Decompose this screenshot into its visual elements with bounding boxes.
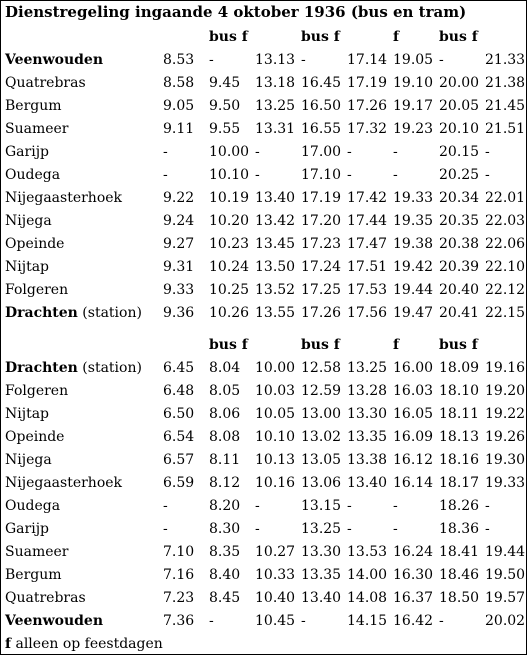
departure-time: 9.27	[163, 235, 195, 252]
departure-time: 13.13	[255, 51, 296, 68]
departure-time: 17.10	[301, 166, 342, 183]
table-row	[1, 117, 525, 140]
station-name	[1, 586, 159, 609]
table-row	[1, 494, 525, 517]
column-header: f	[393, 336, 400, 353]
departure-time: 14.00	[347, 566, 388, 583]
departure-time: 12.58	[301, 359, 342, 376]
column-header	[481, 25, 525, 48]
departure-time: 10.19	[209, 189, 250, 206]
departure-time: 16.05	[393, 405, 434, 422]
column-header	[343, 25, 389, 48]
departure-time: 19.16	[485, 359, 526, 376]
departure-time: 19.57	[485, 589, 526, 606]
departure-time: 9.22	[163, 189, 195, 206]
departure-time: 8.20	[209, 497, 241, 514]
table-row	[1, 517, 525, 540]
departure-time: -	[485, 520, 490, 537]
station-name	[1, 356, 159, 379]
departure-time: 16.24	[393, 543, 434, 560]
departure-time: 10.00	[255, 359, 296, 376]
station-name	[1, 117, 159, 140]
departure-time: 13.25	[255, 97, 296, 114]
departure-time: -	[163, 520, 168, 537]
departure-time: 18.11	[439, 405, 480, 422]
departure-time: 17.44	[347, 212, 388, 229]
station-suffix: (station)	[77, 359, 142, 376]
column-header	[481, 333, 525, 356]
table-row	[1, 232, 525, 255]
table-row	[1, 48, 525, 71]
departure-time: 20.41	[439, 304, 480, 321]
departure-time: 13.40	[347, 474, 388, 491]
departure-time: 21.45	[485, 97, 526, 114]
departure-time: 19.20	[485, 382, 526, 399]
departure-time: 16.14	[393, 474, 434, 491]
station-label: Opeinde	[5, 428, 65, 445]
station-label: Nijegaasterhoek	[5, 474, 123, 491]
timetable-section-return	[1, 333, 525, 632]
station-label: Opeinde	[5, 235, 65, 252]
departure-time: 6.54	[163, 428, 195, 445]
departure-time: 13.53	[347, 543, 388, 560]
departure-time: 20.15	[439, 143, 480, 160]
departure-time: 19.33	[393, 189, 434, 206]
station-name	[1, 563, 159, 586]
station-label: Quatrebras	[5, 74, 86, 91]
departure-time: 13.42	[255, 212, 296, 229]
station-label: Nijega	[5, 451, 52, 468]
departure-time: 19.35	[393, 212, 434, 229]
departure-time: 22.10	[485, 258, 526, 275]
departure-time: 13.35	[301, 566, 342, 583]
departure-time: 14.08	[347, 589, 388, 606]
station-name	[1, 48, 159, 71]
departure-time: 22.03	[485, 212, 526, 229]
column-header: bus f	[301, 28, 340, 45]
station-name	[1, 163, 159, 186]
departure-time: 22.12	[485, 281, 526, 298]
station-label: Quatrebras	[5, 589, 86, 606]
station-label: Veenwouden	[5, 51, 104, 68]
station-label: Nijtap	[5, 405, 50, 422]
station-name	[1, 301, 159, 324]
departure-time: 16.42	[393, 612, 434, 629]
departure-time: 8.30	[209, 520, 241, 537]
station-label: Nijegaasterhoek	[5, 189, 123, 206]
station-name	[1, 471, 159, 494]
departure-time: 10.10	[255, 428, 296, 445]
station-label: Nijega	[5, 212, 52, 229]
departure-time: 19.05	[393, 51, 434, 68]
table-row	[1, 540, 525, 563]
departure-time: 18.10	[439, 382, 480, 399]
departure-time: 8.08	[209, 428, 241, 445]
departure-time: -	[439, 612, 444, 629]
departure-time: 19.42	[393, 258, 434, 275]
departure-time: 20.35	[439, 212, 480, 229]
table-row	[1, 609, 525, 632]
departure-time: 7.16	[163, 566, 195, 583]
departure-time: 13.31	[255, 120, 296, 137]
departure-time: -	[485, 143, 490, 160]
departure-time: 9.11	[163, 120, 195, 137]
column-header: bus f	[439, 336, 478, 353]
column-header: bus f	[209, 336, 248, 353]
departure-time: 9.45	[209, 74, 241, 91]
departure-time: 21.51	[485, 120, 526, 137]
table-row	[1, 301, 525, 324]
station-name	[1, 209, 159, 232]
departure-time: 18.13	[439, 428, 480, 445]
station-label: Bergum	[5, 97, 62, 114]
column-header	[159, 25, 205, 48]
station-name	[1, 71, 159, 94]
departure-time: 18.50	[439, 589, 480, 606]
departure-time: 17.26	[301, 304, 342, 321]
departure-time: -	[393, 497, 398, 514]
station-suffix: (station)	[77, 304, 142, 321]
station-name	[1, 448, 159, 471]
departure-time: 8.12	[209, 474, 241, 491]
departure-time: 13.40	[255, 189, 296, 206]
departure-time: 19.30	[485, 451, 526, 468]
station-name	[1, 540, 159, 563]
departure-time: 20.34	[439, 189, 480, 206]
departure-time: 7.23	[163, 589, 195, 606]
departure-time: 19.33	[485, 474, 526, 491]
departure-time: 13.38	[347, 451, 388, 468]
departure-time: 10.33	[255, 566, 296, 583]
departure-time: 16.00	[393, 359, 434, 376]
departure-time: -	[393, 520, 398, 537]
departure-time: 13.25	[347, 359, 388, 376]
departure-time: 17.25	[301, 281, 342, 298]
table-row	[1, 563, 525, 586]
departure-time: 14.15	[347, 612, 388, 629]
departure-time: 8.40	[209, 566, 241, 583]
departure-time: 7.36	[163, 612, 195, 629]
station-label: Bergum	[5, 566, 62, 583]
departure-time: 13.00	[301, 405, 342, 422]
departure-time: 22.06	[485, 235, 526, 252]
departure-time: 20.25	[439, 166, 480, 183]
departure-time: 18.09	[439, 359, 480, 376]
departure-time: 13.05	[301, 451, 342, 468]
departure-time: 20.39	[439, 258, 480, 275]
departure-time: 17.19	[347, 74, 388, 91]
departure-time: 8.05	[209, 382, 241, 399]
column-header: bus f	[301, 336, 340, 353]
station-name	[1, 517, 159, 540]
departure-time: -	[485, 497, 490, 514]
departure-time: 10.40	[255, 589, 296, 606]
departure-time: 18.17	[439, 474, 480, 491]
departure-time: 10.05	[255, 405, 296, 422]
departure-time: 19.47	[393, 304, 434, 321]
table-row	[1, 402, 525, 425]
departure-time: 20.40	[439, 281, 480, 298]
departure-time: 18.41	[439, 543, 480, 560]
departure-time: -	[393, 166, 398, 183]
table-row	[1, 163, 525, 186]
departure-time: 13.25	[301, 520, 342, 537]
departure-time: 13.18	[255, 74, 296, 91]
column-header	[1, 333, 159, 356]
table-row	[1, 140, 525, 163]
departure-time: 6.50	[163, 405, 195, 422]
footnote-text: alleen op feestdagen	[11, 636, 163, 652]
departure-time: 13.02	[301, 428, 342, 445]
departure-time: 13.30	[301, 543, 342, 560]
departure-time: -	[347, 497, 352, 514]
departure-time: 16.55	[301, 120, 342, 137]
station-label: Oudega	[5, 166, 61, 183]
departure-time: 8.04	[209, 359, 241, 376]
departure-time: 17.00	[301, 143, 342, 160]
departure-time: 17.19	[301, 189, 342, 206]
departure-time: 17.20	[301, 212, 342, 229]
departure-time: 10.20	[209, 212, 250, 229]
departure-time: 20.38	[439, 235, 480, 252]
departure-time: -	[255, 166, 260, 183]
departure-time: 13.06	[301, 474, 342, 491]
departure-time: 18.26	[439, 497, 480, 514]
departure-time: 18.36	[439, 520, 480, 537]
station-label: Nijtap	[5, 258, 50, 275]
station-label: Drachten	[5, 304, 78, 321]
table-row	[1, 586, 525, 609]
departure-time: 19.44	[393, 281, 434, 298]
table-row	[1, 94, 525, 117]
station-label: Oudega	[5, 497, 61, 514]
departure-time: 19.44	[485, 543, 526, 560]
departure-time: 19.17	[393, 97, 434, 114]
departure-time: 21.33	[485, 51, 526, 68]
departure-time: 10.24	[209, 258, 250, 275]
departure-time: 22.01	[485, 189, 526, 206]
departure-time: 9.36	[163, 304, 195, 321]
departure-time: 18.46	[439, 566, 480, 583]
departure-time: 12.59	[301, 382, 342, 399]
station-label: Garijp	[5, 520, 50, 537]
departure-time: 9.55	[209, 120, 241, 137]
footnote-mark: f	[5, 636, 12, 652]
departure-time: 8.11	[209, 451, 241, 468]
departure-time: -	[163, 143, 168, 160]
timetable-title: Dienstregeling ingaande 4 oktober 1936 (bus en tram)	[5, 3, 467, 21]
departure-time: 13.50	[255, 258, 296, 275]
departure-time: -	[301, 612, 306, 629]
station-name	[1, 402, 159, 425]
departure-time: 13.55	[255, 304, 296, 321]
departure-time: 10.25	[209, 281, 250, 298]
station-name	[1, 425, 159, 448]
departure-time: 17.42	[347, 189, 388, 206]
departure-time: 6.57	[163, 451, 195, 468]
station-label: Folgeren	[5, 382, 69, 399]
departure-time: -	[163, 166, 168, 183]
station-label: Folgeren	[5, 281, 69, 298]
departure-time: 10.13	[255, 451, 296, 468]
departure-time: 6.45	[163, 359, 195, 376]
departure-time: 10.23	[209, 235, 250, 252]
departure-time: 16.03	[393, 382, 434, 399]
departure-time: 21.38	[485, 74, 526, 91]
station-name	[1, 94, 159, 117]
departure-time: 13.35	[347, 428, 388, 445]
table-row	[1, 471, 525, 494]
departure-time: -	[255, 520, 260, 537]
departure-time: 17.14	[347, 51, 388, 68]
station-name	[1, 278, 159, 301]
departure-time: -	[301, 51, 306, 68]
departure-time: -	[209, 51, 214, 68]
departure-time: 19.10	[393, 74, 434, 91]
departure-time: -	[485, 166, 490, 183]
departure-time: 9.31	[163, 258, 195, 275]
departure-time: -	[393, 143, 398, 160]
departure-time: 16.09	[393, 428, 434, 445]
table-row	[1, 255, 525, 278]
station-label: Suameer	[5, 120, 69, 137]
departure-time: 19.50	[485, 566, 526, 583]
table-row	[1, 186, 525, 209]
departure-time: 9.33	[163, 281, 195, 298]
station-name	[1, 232, 159, 255]
departure-time: 17.23	[301, 235, 342, 252]
footnote	[5, 636, 163, 652]
column-header: bus f	[209, 28, 248, 45]
departure-time: 8.06	[209, 405, 241, 422]
departure-time: 10.10	[209, 166, 250, 183]
departure-time: 17.32	[347, 120, 388, 137]
departure-time: 10.16	[255, 474, 296, 491]
departure-time: 16.30	[393, 566, 434, 583]
departure-time: -	[439, 51, 444, 68]
departure-time: 9.50	[209, 97, 241, 114]
departure-time: 22.15	[485, 304, 526, 321]
column-header	[251, 25, 297, 48]
departure-time: 16.45	[301, 74, 342, 91]
station-name	[1, 494, 159, 517]
departure-time: 6.48	[163, 382, 195, 399]
departure-time: 17.51	[347, 258, 388, 275]
departure-time: 16.37	[393, 589, 434, 606]
station-label: Veenwouden	[5, 612, 104, 629]
column-header: bus f	[439, 28, 478, 45]
departure-time: 17.26	[347, 97, 388, 114]
station-label: Garijp	[5, 143, 50, 160]
departure-time: 16.50	[301, 97, 342, 114]
departure-time: 7.10	[163, 543, 195, 560]
departure-time: 6.59	[163, 474, 195, 491]
departure-time: -	[255, 143, 260, 160]
table-row	[1, 356, 525, 379]
departure-time: 13.45	[255, 235, 296, 252]
departure-time: -	[347, 143, 352, 160]
departure-time: 16.12	[393, 451, 434, 468]
departure-time: 13.40	[301, 589, 342, 606]
departure-time: 17.56	[347, 304, 388, 321]
departure-time: 19.26	[485, 428, 526, 445]
departure-time: 8.53	[163, 51, 195, 68]
departure-time: -	[255, 497, 260, 514]
departure-time: 10.03	[255, 382, 296, 399]
departure-time: 18.16	[439, 451, 480, 468]
station-name	[1, 609, 159, 632]
departure-time: 19.23	[393, 120, 434, 137]
column-header: f	[393, 28, 400, 45]
table-row	[1, 278, 525, 301]
departure-time: 13.52	[255, 281, 296, 298]
departure-time: 17.53	[347, 281, 388, 298]
departure-time: 13.28	[347, 382, 388, 399]
station-name	[1, 379, 159, 402]
departure-time: 13.15	[301, 497, 342, 514]
departure-time: 10.00	[209, 143, 250, 160]
departure-time: -	[209, 612, 214, 629]
table-row	[1, 71, 525, 94]
departure-time: 20.00	[439, 74, 480, 91]
departure-time: 8.45	[209, 589, 241, 606]
departure-time: -	[347, 166, 352, 183]
table-row	[1, 448, 525, 471]
departure-time: 9.24	[163, 212, 195, 229]
timetable-section-outbound	[1, 25, 525, 324]
departure-time: 17.24	[301, 258, 342, 275]
departure-time: 20.10	[439, 120, 480, 137]
station-label: Drachten	[5, 359, 78, 376]
departure-time: 19.38	[393, 235, 434, 252]
column-header	[159, 333, 205, 356]
departure-time: 10.26	[209, 304, 250, 321]
column-header	[1, 25, 159, 48]
station-name	[1, 186, 159, 209]
departure-time: 10.45	[255, 612, 296, 629]
station-name	[1, 140, 159, 163]
departure-time: 17.47	[347, 235, 388, 252]
header-row	[1, 25, 525, 48]
departure-time: 8.58	[163, 74, 195, 91]
table-row	[1, 379, 525, 402]
departure-time: 19.22	[485, 405, 526, 422]
departure-time: -	[163, 497, 168, 514]
station-name	[1, 255, 159, 278]
departure-time: 20.05	[439, 97, 480, 114]
table-row	[1, 209, 525, 232]
departure-time: 13.30	[347, 405, 388, 422]
departure-time: 20.02	[485, 612, 526, 629]
departure-time: 10.27	[255, 543, 296, 560]
column-header	[251, 333, 297, 356]
departure-time: -	[347, 520, 352, 537]
station-label: Suameer	[5, 543, 69, 560]
column-header	[343, 333, 389, 356]
departure-time: 9.05	[163, 97, 195, 114]
header-row	[1, 333, 525, 356]
table-row	[1, 425, 525, 448]
departure-time: 8.35	[209, 543, 241, 560]
